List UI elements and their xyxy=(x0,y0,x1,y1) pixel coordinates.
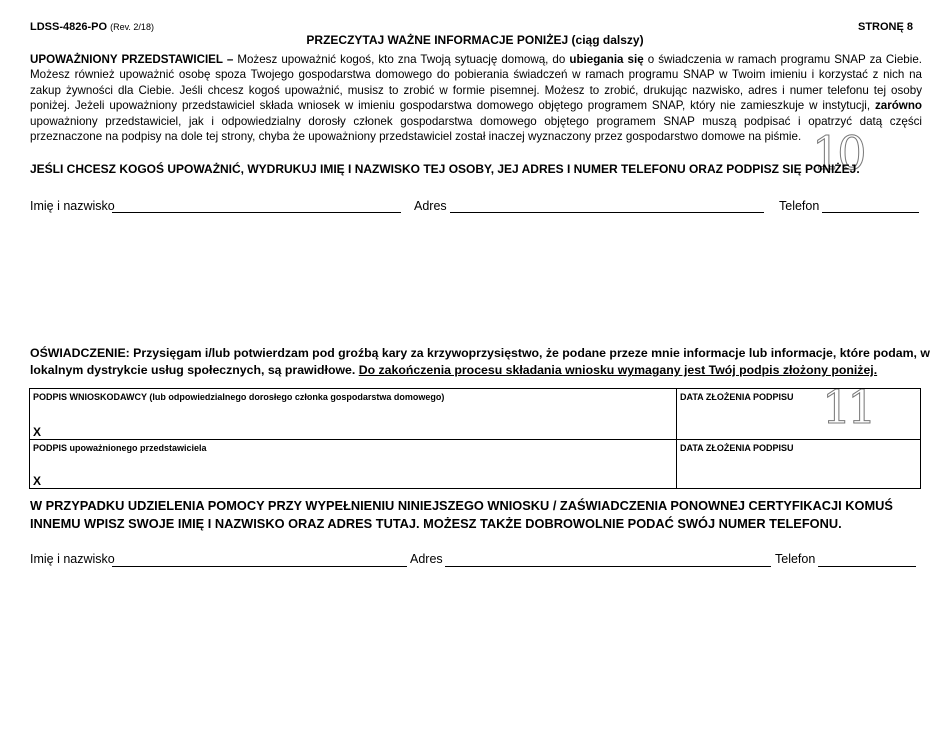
rep-phone-label: Telefon xyxy=(779,199,820,213)
form-code xyxy=(30,21,154,33)
assist-address-field[interactable] xyxy=(445,566,771,567)
assist-address-label: Adres xyxy=(410,552,443,566)
declaration-text: OŚWIADCZENIE: Przysięgam i/lub potwierdzam pod groźbą kary za krzywoprzysięstwo, że podane przeze mnie informacje lub informacje, które podam, w lokalnym dystrykcie usług społecznych, są prawidłowe. xyxy=(30,346,930,377)
representative-paragraph xyxy=(30,52,922,144)
applicant-date-label: DATA ZŁOŻENIA PODPISU xyxy=(680,392,794,402)
assist-phone-field[interactable] xyxy=(818,566,916,567)
assist-name-label: Imię i nazwisko xyxy=(30,552,115,566)
rep-signature-label: PODPIS upoważnionego przedstawiciela xyxy=(33,443,207,453)
rep-date-field[interactable] xyxy=(677,440,920,488)
representative-text-1: Możesz upoważnić kogoś, kto zna Twoją sytuację domową, do xyxy=(233,53,570,66)
form-code-text: LDSS-4826-PO xyxy=(30,21,108,33)
authorize-instruction: JEŚLI CHCESZ KOGOŚ UPOWAŻNIĆ, WYDRUKUJ IMIĘ I NAZWISKO TEJ OSOBY, JEJ ADRES I NUMER TELEFONU ORAZ PODPISZ SIĘ PONIŻEJ. xyxy=(30,162,860,176)
applicant-date-field[interactable] xyxy=(677,389,920,440)
rep-address-field[interactable] xyxy=(450,212,764,213)
revision-text: (Rev. 2/18) xyxy=(110,22,154,32)
declaration xyxy=(30,345,930,379)
rep-address-label: Adres xyxy=(414,199,447,213)
declaration-underlined: Do zakończenia procesu składania wniosku wymagany jest Twój podpis złożony poniżej. xyxy=(358,363,878,377)
page-number: STRONĘ 8 xyxy=(857,21,913,33)
assist-phone-label: Telefon xyxy=(775,552,816,566)
rep-name-field[interactable] xyxy=(112,212,401,213)
representative-bold-2: zarówno xyxy=(874,99,922,113)
section-number-10: 10 xyxy=(812,126,863,180)
applicant-signature-label: PODPIS WNIOSKODAWCY (lub odpowiedzialnego dorosłego członka gospodarstwa domowego) xyxy=(33,392,445,402)
page-title: PRZECZYTAJ WAŻNE INFORMACJE PONIŻEJ (ciąg dalszy) xyxy=(306,33,644,47)
rep-x-mark: X xyxy=(33,474,42,488)
rep-signature-field[interactable] xyxy=(30,440,677,488)
applicant-signature-field[interactable] xyxy=(30,389,677,440)
assist-name-field[interactable] xyxy=(112,566,407,567)
representative-text-2: o świadczenia w ramach programu SNAP za Ciebie. Możesz również upoważnić osobę spoza Twojego gospodarstwa domowego do pobierania świadczeń w ramach programu SNAP w Twoim imieniu i korzystać z nich na zakup żywności dla Ciebie. Jeśli chcesz kogoś upoważnić, musisz to zrobić w formie pisemnej. Możesz to zrobić, drukując nazwisko, adres i numer telefonu tej osoby poniżej. Jeżeli upoważniony przedstawiciel składa wniosek w imieniu gospodarstwa domowego objętego programem SNAP, który nie zamieszkuje w instytucji, xyxy=(30,53,922,113)
representative-text-3: upoważniony przedstawiciel, jak i odpowiedzialny dorosły członek gospodarstwa domowego objętego programem SNAP muszą podpisać i opatrzyć datą części przeznaczone na podpisy na dole tej strony, chyba że upoważniony przedstawiciel został inaczej wyznaczony przez gospodarstwo domowe na piśmie. xyxy=(30,114,922,144)
assistance-heading: W PRZYPADKU UDZIELENIA POMOCY PRZY WYPEŁNIENIU NINIEJSZEGO WNIOSKU / ZAŚWIADCZENIA PONOWNEJ CERTYFIKACJI KOMUŚ INNEMU WPISZ SWOJE IMIĘ I NAZWISKO ORAZ ADRES TUTAJ. MOŻESZ TAKŻE DOBROWOLNIE PODAĆ SWÓJ NUMER TELEFONU. xyxy=(30,498,893,531)
rep-name-label: Imię i nazwisko xyxy=(30,199,115,213)
signature-table xyxy=(29,388,921,489)
applicant-x-mark: X xyxy=(33,425,42,439)
representative-bold-1: ubiegania się xyxy=(569,53,644,66)
representative-heading: UPOWAŻNIONY PRZEDSTAWICIEL – xyxy=(30,53,234,66)
rep-phone-field[interactable] xyxy=(822,212,919,213)
section-number-11: 11 xyxy=(822,380,873,434)
rep-date-label: DATA ZŁOŻENIA PODPISU xyxy=(680,443,794,453)
